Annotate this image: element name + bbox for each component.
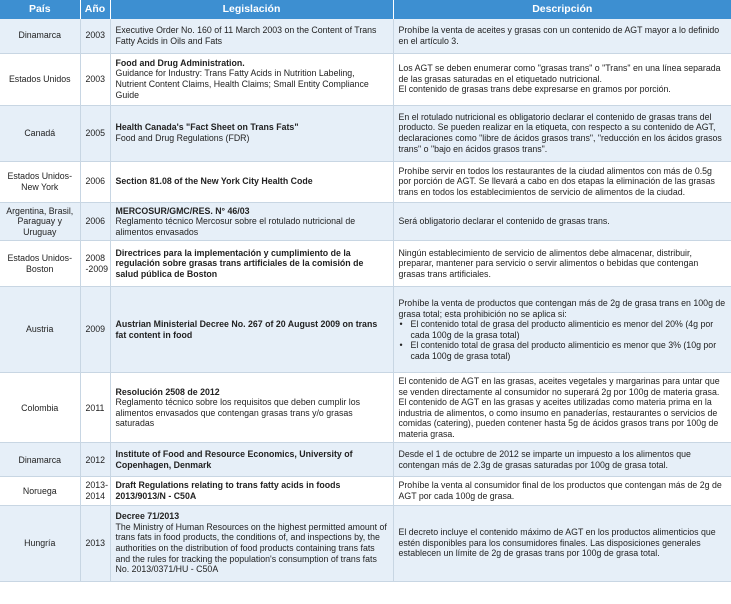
legislation-title: Draft Regulations relating to trans fatty acids in foods 2013/9013/N - C50A [115,480,341,501]
legislation-body: The Ministry of Human Resources on the highest permitted amount of trans fats in food products, the conditions of, and inspections by, the authorities on the distribution of food products containing trans fats and the rules for tracking the population's consumption of trans fats No. 2013/0371/HU - C50A [115,521,387,575]
list-item: • El contenido total de grasa del producto alimenticio es menor del 20% (4g por cada 100g de la grasa total) [409,319,727,340]
cell-descripcion [393,19,731,53]
legislation-title: Directrices para la implementación y cumplimiento de la regulación sobre grasas trans artificiales de la comisión de salud pública de Boston [115,247,364,279]
description-paragraph: El contenido de grasas trans debe expresarse en gramos por porción. [398,84,671,95]
description-bullets [399,319,727,361]
cell-legislacion [110,477,393,505]
cell-pais: Colombia [0,373,80,443]
header-pais: País [0,0,80,19]
cell-legislacion [110,287,393,373]
cell-anio: 2006 [80,202,110,241]
cell-pais: Noruega [0,477,80,505]
description-paragraph: Prohíbe la venta al consumidor final de los productos que contengan más de 2g de AGT por cada 100g de grasa. [398,480,722,501]
cell-legislacion [110,373,393,443]
description-paragraph: En el rotulado nutricional es obligatorio declarar el contenido de grasas trans del producto. Se pueden realizar en la etiqueta, con respecto a su contenido de AGT, declaraciones como "libre de ácidos grasos trans", "reducción en los ácidos grasos trans" o "bajo en ácidos grasos trans". [398,111,722,154]
legislation-title: Health Canada's "Fact Sheet on Trans Fats" [115,122,299,133]
legislation-title: Decree 71/2013 [115,511,180,522]
cell-pais: Argentina, Brasil, Paraguay y Uruguay [0,202,80,241]
cell-pais: Estados Unidos-New York [0,161,80,202]
legislation-title: Food and Drug Administration. [115,57,245,68]
cell-pais: Canadá [0,105,80,161]
cell-descripcion [393,373,731,443]
legislation-title: Institute of Food and Resource Economics, University of Copenhagen, Denmark [115,449,353,470]
cell-legislacion [110,443,393,477]
legislation-title: Austrian Ministerial Decree No. 267 of 20 August 2009 on trans fat content in food [115,319,378,340]
cell-descripcion [393,53,731,105]
cell-anio: 2009 [80,287,110,373]
legislation-body: Executive Order No. 160 of 11 March 2003 on the Content of Trans Fatty Acids in Oils and Fats [115,25,377,46]
table-row [0,105,731,161]
cell-descripcion [393,105,731,161]
cell-legislacion [110,241,393,287]
cell-descripcion [393,241,731,287]
table-row [0,373,731,443]
cell-legislacion [110,53,393,105]
description-paragraph: Prohíbe la venta de productos que contengan más de 2g de grasa trans en 100g de grasa total; esta prohibición no se aplica si: [398,298,726,319]
cell-legislacion [110,202,393,241]
table-row [0,241,731,287]
table-row [0,202,731,241]
cell-descripcion [393,202,731,241]
table-row [0,287,731,373]
legislation-body: Reglamento técnico Mercosur sobre el rotulado nutricional de alimentos envasados [115,216,356,237]
description-paragraph: Será obligatorio declarar el contenido de grasas trans. [398,216,610,227]
cell-legislacion [110,505,393,581]
description-paragraph: El decreto incluye el contenido máximo de AGT en los productos alimenticios que estén disponibles para los consumidores finales. Las disposiciones generales establecen un límite de 2g de grasas trans por 100g de grasa total. [398,527,716,559]
cell-anio: 2003 [80,19,110,53]
cell-pais: Estados Unidos-Boston [0,241,80,287]
cell-descripcion [393,287,731,373]
description-paragraph: Prohíbe la venta de aceites y grasas con un contenido de AGT mayor a lo definido en el artículo 3. [398,25,720,46]
list-item: • El contenido total de grasa del producto alimenticio es menor que 3% (10g por cada 100g de grasa total) [409,340,727,361]
legislation-title: MERCOSUR/GMC/RES. N° 46/03 [115,205,250,216]
cell-anio: 2013 [80,505,110,581]
table-row [0,53,731,105]
table-row [0,161,731,202]
description-paragraph: Los AGT se deben enumerar como "grasas trans" o "Trans" en una línea separada de las grasas saturadas en el etiquetado nutricional. [398,63,721,84]
legislation-title: Section 81.08 of the New York City Health Code [115,176,313,187]
legislation-body: Food and Drug Regulations (FDR) [115,133,250,143]
cell-descripcion [393,161,731,202]
legislation-title: Resolución 2508 de 2012 [115,386,220,397]
table-row [0,477,731,505]
cell-descripcion [393,505,731,581]
cell-legislacion [110,161,393,202]
description-paragraph: Desde el 1 de octubre de 2012 se imparte un impuesto a los alimentos que contengan más de 2.3g de grasas saturadas por 100g de grasa total. [398,449,691,470]
legislation-body: Guidance for Industry: Trans Fatty Acids in Nutrition Labeling, Nutrient Content Claims, Health Claims; Small Entity Compliance Guide [115,68,369,100]
header-anio: Año [80,0,110,19]
cell-anio: 2005 [80,105,110,161]
cell-pais: Hungría [0,505,80,581]
table-row [0,19,731,53]
header-descripcion: Descripción [393,0,731,19]
header-legislacion: Legislación [110,0,393,19]
description-paragraph: El contenido de AGT en las grasas, aceites vegetales y margarinas para untar que se venden directamente al consumidor no superará 2g por 100g de materia grasa. [398,376,720,397]
cell-pais: Dinamarca [0,19,80,53]
cell-pais: Austria [0,287,80,373]
cell-legislacion [110,105,393,161]
cell-legislacion [110,19,393,53]
table-header-row [0,0,731,19]
cell-anio: 2011 [80,373,110,443]
cell-anio: 2006 [80,161,110,202]
legislation-body: Reglamento técnico sobre los requisitos que deben cumplir los alimentos envasados que contengan grasas trans y/o grasas saturadas [115,397,360,429]
cell-pais: Estados Unidos [0,53,80,105]
cell-anio: 2008 -2009 [80,241,110,287]
cell-descripcion [393,443,731,477]
table-row [0,443,731,477]
description-paragraph: El contenido de AGT en las grasas y aceites utilizadas como materia prima en la industria de alimentos, o como insumo en panaderías, restaurantes o servicios de comidas (catering), pueden contener hasta 5g de ácidos grasos trans por 100g de materia grasa. [398,397,719,439]
cell-descripcion [393,477,731,505]
cell-anio: 2012 [80,443,110,477]
description-paragraph: Prohíbe servir en todos los restaurantes de la ciudad alimentos con más de 0.5g por porción de AGT. Se llevará a cabo en dos etapas la eliminación de las grasas trans en todos los establecimientos de servicio de alimentos de la ciudad. [398,165,715,197]
table-row [0,505,731,581]
cell-anio: 2013- 2014 [80,477,110,505]
description-paragraph: Ningún establecimiento de servicio de alimentos debe almacenar, distribuir, preparar, mantener para servicio o servir alimentos o bebidas que contengan grasas trans artificiales. [398,247,699,279]
cell-pais: Dinamarca [0,443,80,477]
cell-anio: 2003 [80,53,110,105]
